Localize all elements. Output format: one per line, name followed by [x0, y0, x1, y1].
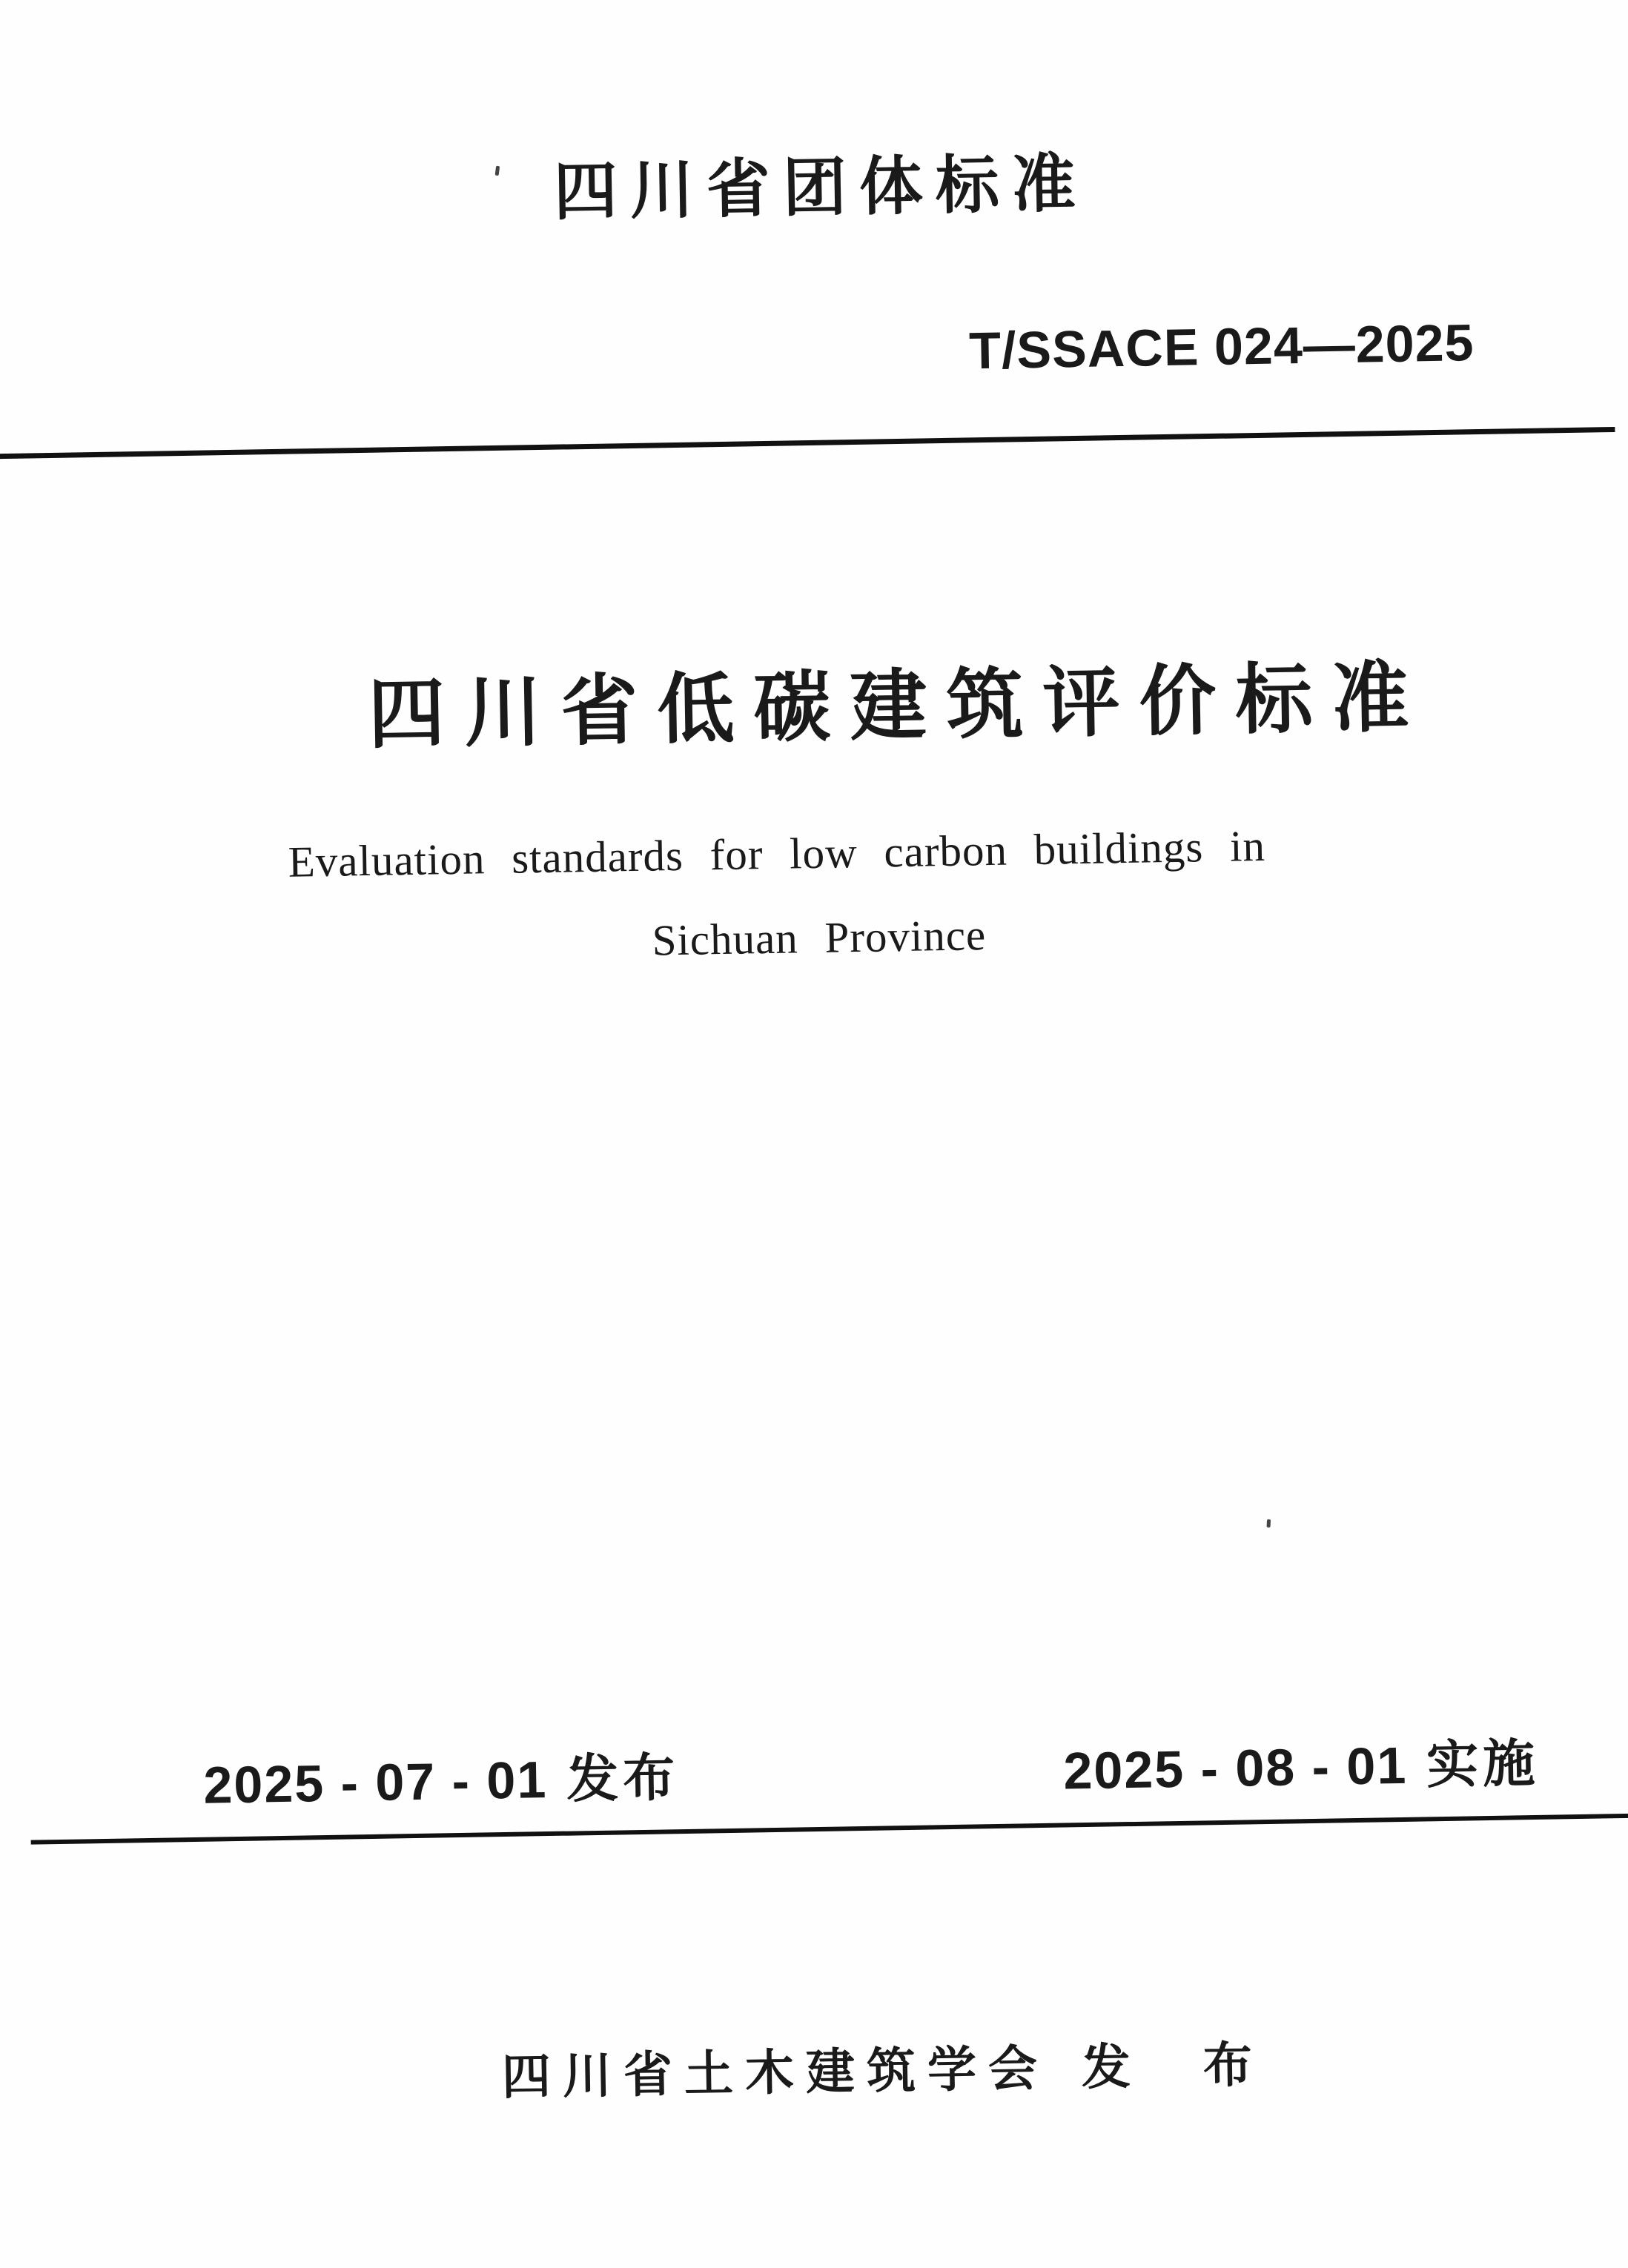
- standard-category-header: 四川省团体标准: [553, 147, 1089, 228]
- scan-artifact-speck: [1267, 1519, 1271, 1528]
- implementation-date-value: 2025 - 08 - 01: [1062, 1736, 1408, 1800]
- publisher-name: 四川省土木建筑学会: [501, 2040, 1050, 2105]
- implementation-date-label: 实施: [1426, 1734, 1540, 1794]
- document-title-english-line1: Evaluation standards for low carbon buildings in: [288, 820, 1266, 886]
- issue-date-value: 2025 - 07 - 01: [202, 1751, 548, 1814]
- implementation-date-line: [1062, 1734, 1540, 1800]
- issue-date-label: 发布: [566, 1748, 680, 1808]
- bottom-divider-line: [31, 1814, 1628, 1845]
- issue-date-line: [202, 1748, 680, 1814]
- document-title-english-line2: Sichuan Province: [652, 910, 987, 965]
- document-title-chinese: 四川省低碳建筑评价标准: [367, 654, 1429, 758]
- standard-number: T/SSACE 024—2025: [968, 314, 1475, 380]
- top-divider-line: [0, 427, 1615, 459]
- publisher-line: [501, 2037, 1265, 2105]
- publisher-action-label: 发 布: [1081, 2037, 1265, 2095]
- scan-artifact-speck: [495, 166, 500, 176]
